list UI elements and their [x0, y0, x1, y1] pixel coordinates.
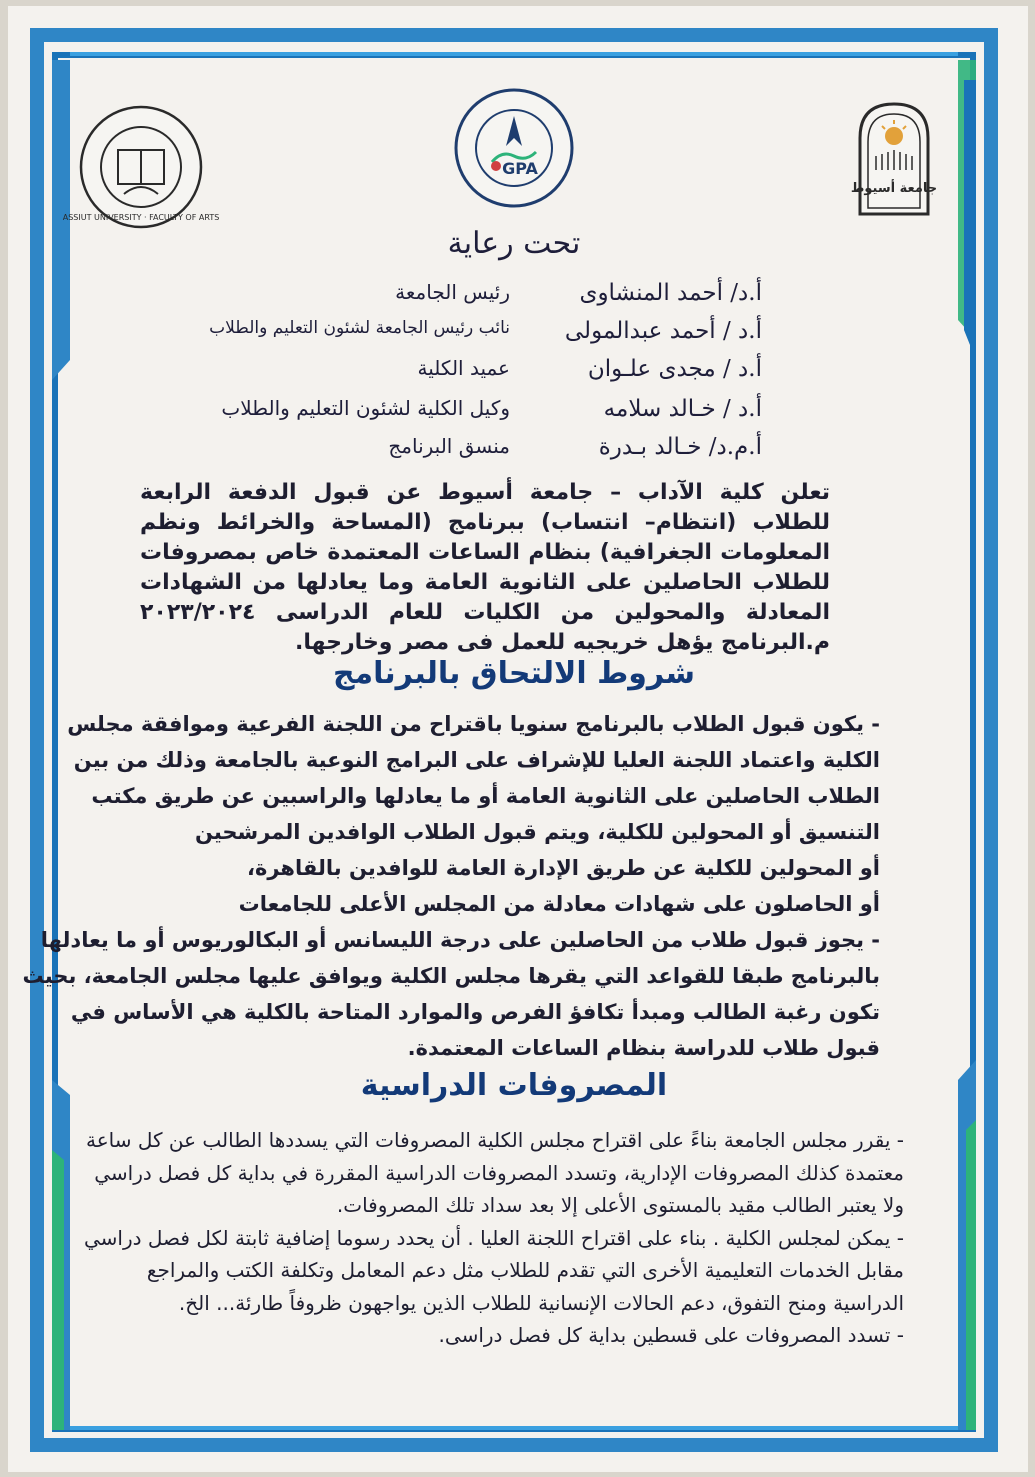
admission-line: أو الحاصلون على شهادات معادلة من المجلس الأعلى للجامعات [238, 892, 880, 916]
patron-name: أ.د / مجدى علـوان [587, 356, 762, 382]
patron-role: عميد الكلية [417, 356, 510, 380]
faculty-seal-text: ASSIUT UNIVERSITY · FACULTY OF ARTS [62, 213, 220, 222]
university-logo-text: جامعة أسيوط [850, 181, 938, 196]
patronage-heading: تحت رعاية [447, 226, 581, 261]
patron-row [58, 318, 970, 354]
flyer-content [22, 58, 970, 1426]
admission-conditions [22, 706, 880, 1066]
fees-line: ولا يعتبر الطالب مقيد بالمستوى الأعلى إلا بعد سداد تلك المصروفات. [336, 1193, 904, 1217]
patron-role: نائب رئيس الجامعة لشئون التعليم والطلاب [209, 318, 510, 338]
fees-heading: المصروفات الدراسية [360, 1068, 668, 1103]
patron-name: أ.د / خـالد سلامه [603, 396, 762, 422]
admission-line: تكون رغبة الطالب ومبدأ تكافؤ الفرص والموارد المتاحة بالكلية هي الأساس في [70, 1000, 880, 1024]
fees-line: - يقرر مجلس الجامعة بناءً على اقتراح مجلس الكلية المصروفات التي يسددها الطالب عن كل ساعة [86, 1128, 904, 1152]
admission-line: قبول طلاب للدراسة بنظام الساعات المعتمدة. [407, 1036, 880, 1060]
patron-name: أ.م.د/ خـالد بـدرة [598, 434, 762, 460]
fees-rules [84, 1124, 904, 1352]
patron-row [58, 356, 970, 392]
admission-line: الطلاب الحاصلين على الثانوية العامة أو ما يعادلها والراسبين عن طريق مكتب [91, 784, 880, 808]
admission-heading: شروط الالتحاق بالبرنامج [332, 656, 696, 691]
gpa-logo-text: GPA [502, 159, 538, 178]
fees-line: معتمدة كذلك المصروفات الإدارية، وتسدد المصروفات الدراسية المقررة في بداية كل فصل دراسي [94, 1160, 904, 1185]
fees-line: - يمكن لمجلس الكلية . بناء على اقتراح اللجنة العليا . أن يحدد رسوما إضافية ثابتة لكل فصل دراسي [84, 1225, 904, 1250]
fees-line: - تسدد المصروفات على قسطين بداية كل فصل دراسى. [438, 1323, 904, 1347]
assiut-university-logo-icon [850, 98, 938, 216]
patron-row [58, 396, 970, 432]
patron-role: منسق البرنامج [388, 434, 510, 458]
patron-role: رئيس الجامعة [395, 280, 510, 304]
admission-line: التنسيق أو المحولين للكلية، ويتم قبول الطلاب الوافدين المرشحين [194, 820, 880, 844]
admission-line: - يكون قبول الطلاب بالبرنامج سنويا باقتراح من اللجنة الفرعية وموافقة مجلس [67, 712, 880, 736]
admission-line: - يجوز قبول طلاب من الحاصلين على درجة الليسانس أو البكالوريوس أو ما يعادلها [40, 928, 880, 952]
admission-line: الكلية واعتماد اللجنة العليا للإشراف على البرامج النوعية بالجامعة وذلك من بين [73, 748, 880, 772]
patron-name: أ.د/ أحمد المنشاوى [579, 280, 762, 306]
admission-line: أو المحولين للكلية عن طريق الإدارة العامة للوافدين بالقاهرة، [246, 856, 880, 880]
patron-role: وكيل الكلية لشئون التعليم والطلاب [221, 396, 510, 420]
fees-line: مقابل الخدمات التعليمية الأخرى التي تقدم للطلاب مثل دعم المعامل وتكلفة الكتب والمراجع [146, 1258, 904, 1282]
patron-row [58, 280, 970, 316]
gpa-program-seal-icon [452, 86, 576, 210]
patron-name: أ.د / أحمد عبدالمولى [564, 318, 762, 344]
fees-line: الدراسية ومنح التفوق، دعم الحالات الإنسانية للطلاب الذين يواجهون ظروفاً طارئة... الخ. [178, 1290, 904, 1315]
admission-line: بالبرنامج طبقا للقواعد التي يقرها مجلس الكلية ويوافق عليها مجلس الجامعة، بحيث [22, 964, 880, 988]
faculty-of-arts-seal-icon [62, 102, 220, 232]
patron-row [58, 434, 970, 470]
announcement-text: تعلن كلية الآداب – جامعة أسيوط عن قبول الدفعة الرابعة للطلاب (انتظام– انتساب) ببرنامج (المساحة والخرائط ونظم المعلومات الجغرافية) بنظام الساعات المعتمدة خاص بمصروفات للطلاب الحاصلين على الثانوية العامة وما يعادلها من الشهادات المعادلة والمحولين من الكليات للعام الدراسى ٢٠٢٣/٢٠٢٤ م.البرنامج يؤهل خريجيه للعمل فى مصر وخارجها. [140, 480, 830, 655]
